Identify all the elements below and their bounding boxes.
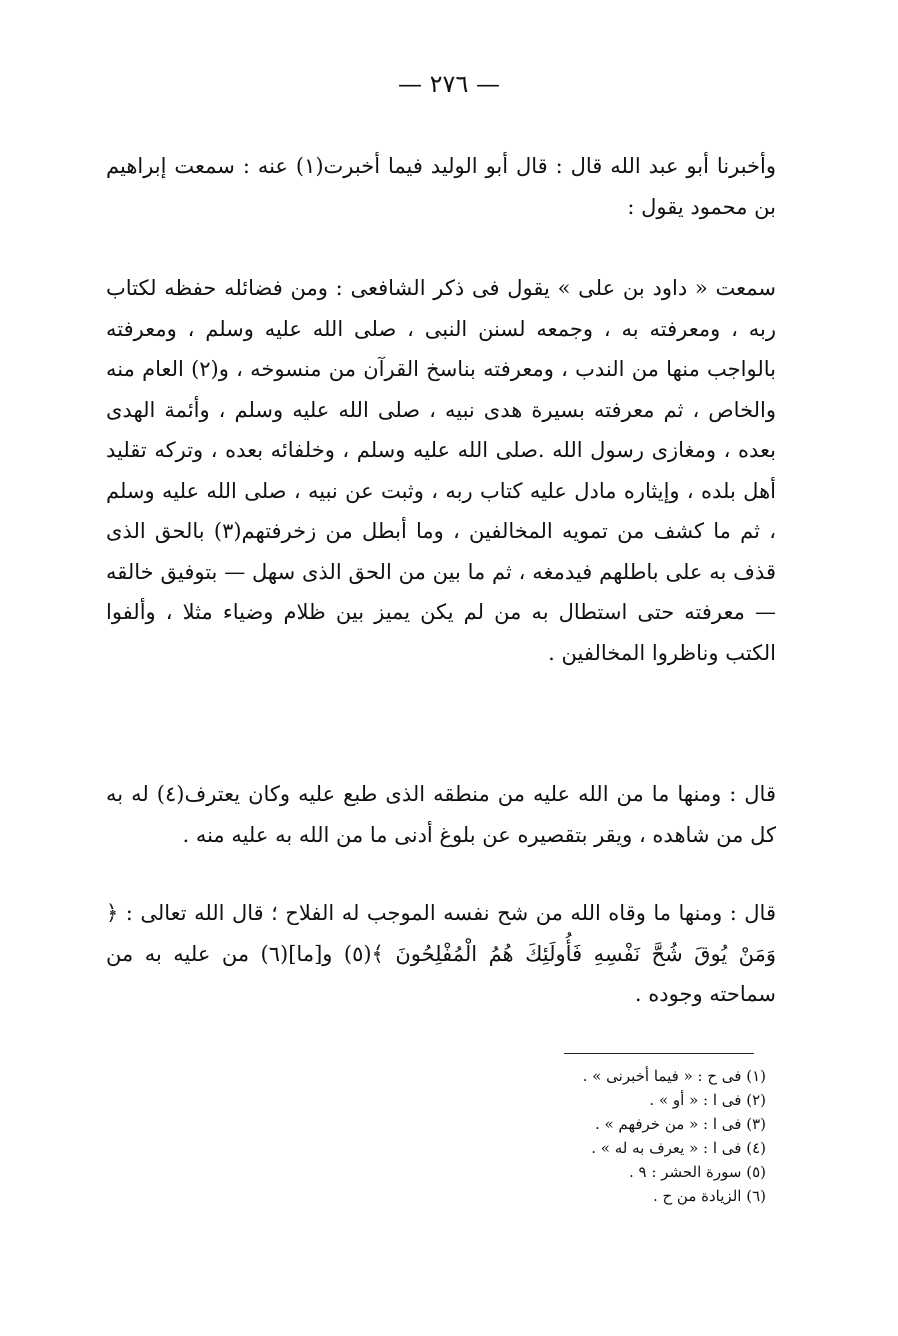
footnote-5: (٥) سورة الحشر : ٩ .	[628, 1163, 766, 1181]
paragraph-3	[106, 774, 776, 855]
footnote-3: (٣) فى ا : « من خرفهم » .	[594, 1115, 766, 1133]
footnote-6: (٦) الزيادة من ح .	[652, 1187, 766, 1205]
paragraph-text: قال : ومنها ما من الله عليه من منطقه الذى طبع عليه وكان يعترف(٤) له به كل من شاهده ، ويقر بتقصيره عن بلوغ أدنى ما من الله به عليه منه .	[106, 782, 776, 847]
footnote-2: (٢) فى ا : « أو » .	[649, 1091, 766, 1109]
paragraph-text: وأخبرنا أبو عبد الله قال : قال أبو الوليد فيما أخبرت(١) عنه : سمعت إبراهيم بن محمود يقول :	[106, 154, 776, 219]
paragraph-1	[106, 146, 776, 227]
footnotes	[420, 1064, 766, 1208]
footnote-1: (١) فى ح : « فيما أخبرنى » .	[582, 1067, 766, 1085]
paragraph-text: سمعت « داود بن على » يقول فى ذكر الشافعى : ومن فضائله حفظه لكتاب ربه ، ومعرفته به ، وجمعه لسنن النبى ، صلى الله عليه وسلم ، ومعرفته بالواجب منها من الندب ، ومعرفته بناسخ القرآن من منسوخه ، و(٢) العام منه والخاص ، ثم معرفته بسيرة هدى نبيه ، صلى الله عليه وسلم ، وأئمة الهدى بعده ، ومغازى رسول الله .صلى الله عليه وسلم ، وخلفائه بعده ، وتركه تقليد أهل بلده ، وإيثاره مادل عليه كتاب ربه ، وثبت عن نبيه ، صلى الله عليه وسلم ، ثم ما كشف من تمويه المخالفين ، وما أبطل من زخرفتهم(٣) بالحق الذى قذف به على باطلهم فيدمغه ، ثم ما بين من الحق الذى سهل — بتوفيق خالقه — معرفته حتى استطال به من لم يكن يميز بين ظلام وضياء مثلا ، وألفوا الكتب وناظروا المخالفين .	[106, 276, 776, 665]
footnote-4: (٤) فى ا : « يعرف به له » .	[591, 1139, 766, 1157]
paragraph-2	[106, 268, 776, 673]
paragraph-text: قال : ومنها ما وقاه الله من شح نفسه الموجب له الفلاح ؛ قال الله تعالى : ﴿ وَمَنْ يُوقَ شُحَّ نَفْسِهِ فَأُولَئِكَ هُمُ الْمُفْلِحُونَ ﴾(٥) و[ما](٦) من عليه به من سماحته وجوده .	[106, 901, 776, 1006]
page-number: — ٢٧٦ —	[398, 70, 500, 98]
paragraph-4	[106, 893, 776, 1015]
footnote-divider	[564, 1053, 754, 1054]
